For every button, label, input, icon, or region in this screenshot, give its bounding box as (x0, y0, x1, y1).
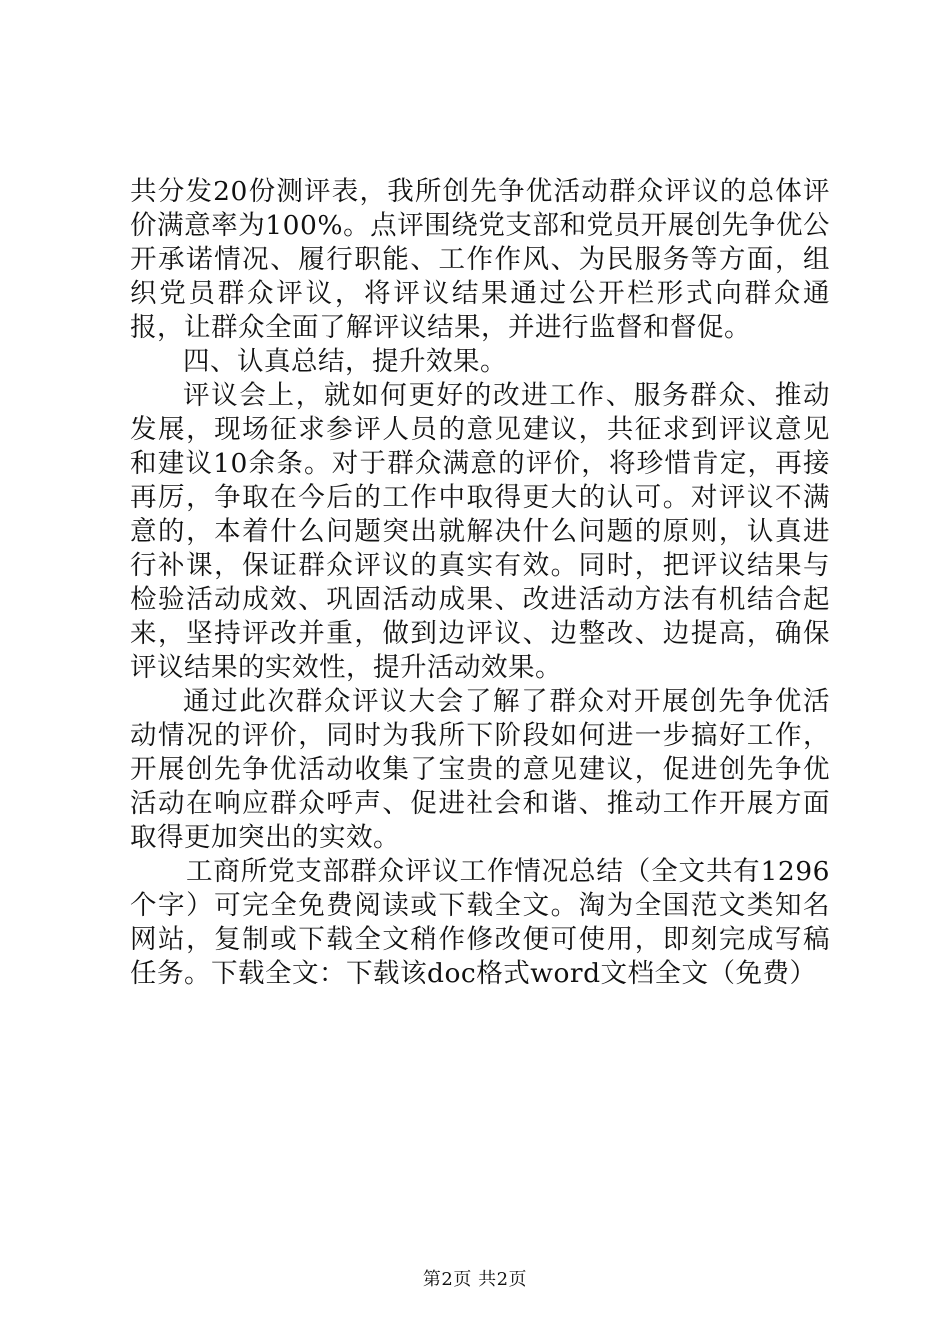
paragraph-evaluation-result: 共分发20份测评表，我所创先争优活动群众评议的总体评价满意率为100%。点评围绕党支部和党员开展创先争优公开承诺情况、履行职能、工作作风、为民服务等方面，组织党员群众评议，将评议结果通过公开栏形式向群众通报，让群众全面了解评议结果，并进行监督和督促。 (130, 176, 830, 343)
paragraph-meeting-feedback: 评议会上，就如何更好的改进工作、服务群众、推动发展，现场征求参评人员的意见建议，共征求到评议意见和建议10余条。对于群众满意的评价，将珍惜肯定，再接再厉，争取在今后的工作中取得更大的认可。对评议不满意的，本着什么问题突出就解决什么问题的原则，认真进行补课，保证群众评议的真实有效。同时，把评议结果与检验活动成效、巩固活动成果、改进活动方法有机结合起来，坚持评改并重，做到边评议、边整改、边提高，确保评议结果的实效性，提升活动效果。 (130, 380, 830, 683)
paragraph-download-notice: 工商所党支部群众评议工作情况总结（全文共有1296个字）可完全免费阅读或下载全文。淘为全国范文类知名网站，复制或下载全文稍作修改便可使用，即刻完成写稿任务。下载全文：下载该doc格式word文档全文（免费） (130, 856, 830, 989)
document-body (130, 175, 830, 991)
page-number-footer: 第2页 共2页 (422, 1269, 528, 1290)
paragraph-conclusion: 通过此次群众评议大会了解了群众对开展创先争优活动情况的评价，同时为我所下阶段如何进一步搞好工作，开展创先争优活动收集了宝贵的意见建议，促进创先争优活动在响应群众呼声、促进社会和谐、推动工作开展方面取得更加突出的实效。 (130, 686, 830, 853)
section-heading-summary: 四、认真总结，提升效果。 (183, 346, 507, 377)
